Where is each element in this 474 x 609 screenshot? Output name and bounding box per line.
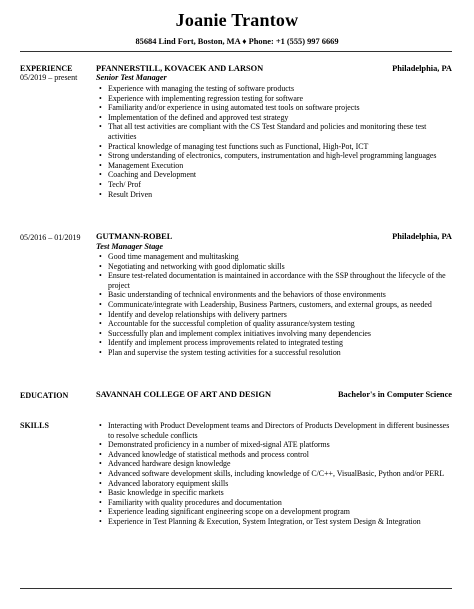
list-item: • Experience with implementing regression testing for software (96, 94, 452, 104)
list-item: • Familiarity with quality procedures and documentation (96, 498, 452, 508)
list-item: • Advanced hardware design knowledge (96, 459, 452, 469)
list-item: • Familiarity and/or experience in using automated test tools on software projects (96, 103, 452, 113)
list-item: • Tech/ Prof (96, 180, 452, 190)
list-item: • Experience leading significant engineering scope on a development program (96, 507, 452, 517)
header-divider (20, 51, 452, 52)
list-item: • Ensure test-related documentation is maintained in accordance with the SSP throughout the lifecycle of the project (96, 271, 452, 290)
list-item: • Experience in Test Planning & Execution, System Integration, or Test system Design & Integration (96, 517, 452, 527)
job-location: Philadelphia, PA (392, 232, 452, 241)
job-title: Test Manager Stage (96, 242, 164, 251)
list-item: • Management Execution (96, 161, 452, 171)
education-school: SAVANNAH COLLEGE OF ART AND DESIGN (96, 390, 272, 399)
job-dates: 05/2019 – present (20, 73, 78, 82)
list-item: • Advanced knowledge of statistical methods and process control (96, 450, 452, 460)
list-item: • Advanced laboratory equipment skills (96, 479, 452, 489)
job-bullet-list (96, 84, 452, 199)
candidate-name: Joanie Trantow (175, 10, 299, 30)
list-item: • Experience with managing the testing of software products (96, 84, 452, 94)
list-item: • Result Driven (96, 190, 452, 200)
list-item: • Basic knowledge in specific markets (96, 488, 452, 498)
list-item: • Good time management and multitasking (96, 252, 452, 262)
job-dates: 05/2016 – 01/2019 (20, 233, 81, 242)
list-item: • Practical knowledge of managing test functions such as Functional, High-Pot, ICT (96, 142, 452, 152)
list-item: • Identify and develop relationships with delivery partners (96, 310, 452, 320)
education-degree: Bachelor's in Computer Science (337, 390, 452, 399)
list-item: • Strong understanding of electronics, computers, instrumentation and high-level programming languages (96, 151, 452, 161)
job-title: Senior Test Manager (96, 73, 167, 82)
list-item: • Plan and supervise the system testing activities for a successful resolution (96, 348, 452, 358)
list-item: • That all test activities are compliant with the CS Test Standard and policies and monitoring these test activities (96, 122, 452, 141)
list-item: • Implementation of the defined and approved test strategy (96, 113, 452, 123)
list-item: • Successfully plan and implement complex initiatives involving many dependencies (96, 329, 452, 339)
list-item: • Basic understanding of technical environments and the behaviors of those environments (96, 290, 452, 300)
education-section-label: EDUCATION (20, 391, 69, 400)
skills-bullet-list (96, 421, 452, 527)
list-item: • Identify and implement process improvements related to integrated testing (96, 338, 452, 348)
footer-divider (20, 588, 452, 589)
job-company: PFANNERSTILL, KOVACEK AND LARSON (96, 64, 264, 73)
job-bullet-list (96, 252, 452, 358)
list-item: • Accountable for the successful completion of quality assurance/system testing (96, 319, 452, 329)
list-item: • Negotiating and networking with good diplomatic skills (96, 262, 452, 272)
list-item: • Advanced software development skills, including knowledge of C/C++, VisualBasic, Python and/or PERL (96, 469, 452, 479)
job-company: GUTMANN-ROBEL (96, 232, 173, 241)
job-location: Philadelphia, PA (392, 64, 452, 73)
list-item: • Interacting with Product Development teams and Directors of Products Development in different businesses to resolve schedule conflicts (96, 421, 452, 440)
skills-section-label: SKILLS (20, 421, 49, 430)
list-item: • Communicate/integrate with Leadership, Business Partners, customers, and external groups, as needed (96, 300, 452, 310)
contact-line: 85684 Lind Fort, Boston, MA ♦ Phone: +1 (555) 997 6669 (135, 37, 339, 46)
list-item: • Coaching and Development (96, 170, 452, 180)
list-item: • Demonstrated proficiency in a number of mixed-signal ATE platforms (96, 440, 452, 450)
experience-section-label: EXPERIENCE (20, 64, 73, 73)
